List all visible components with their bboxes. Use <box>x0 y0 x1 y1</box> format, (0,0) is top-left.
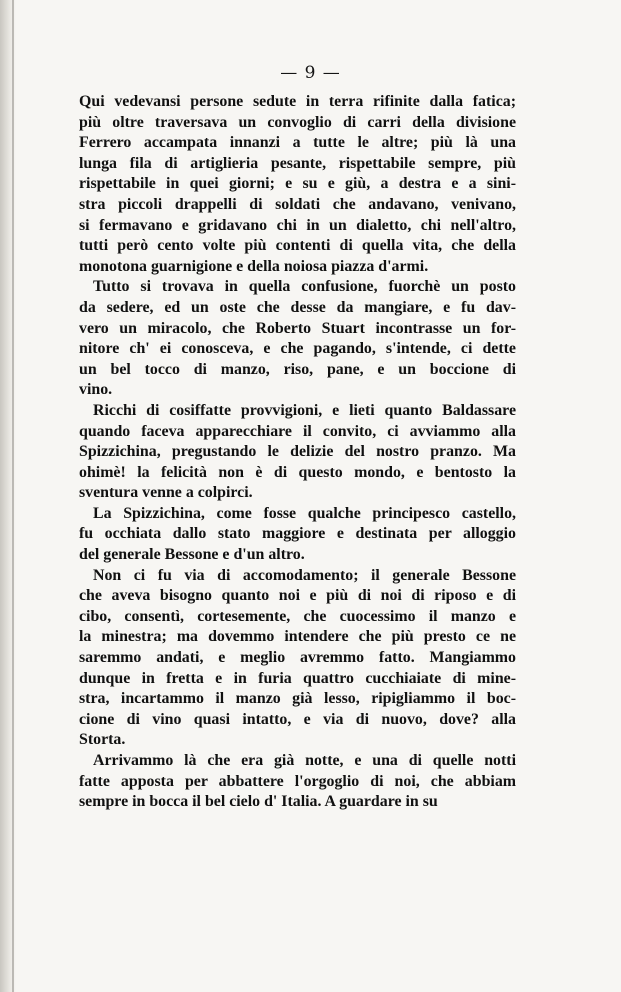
text-line: stra, incartammo il manzo già lesso, ripigliammo il boc- <box>79 690 516 708</box>
text-line: saremmo andati, e meglio avremmo fatto. Mangiammo <box>79 649 516 667</box>
text-line: dunque in fretta e in furia quattro cucchiaiate di mine- <box>79 669 516 687</box>
text-line: Non ci fu via di accomodamento; il generale Bessone <box>93 566 516 584</box>
text-line: La Spizzichina, come fosse qualche principesco castello, <box>93 504 516 522</box>
paragraph <box>79 401 516 504</box>
text-line: vero un miracolo, che Roberto Stuart incontrasse un for- <box>79 319 516 337</box>
text-line: Qui vedevansi persone sedute in terra rifinite dalla fatica; <box>79 93 516 110</box>
paragraph <box>79 277 516 401</box>
paragraph <box>79 504 516 566</box>
text-line: da sedere, ed un oste che desse da mangiare, e fu dav- <box>79 298 516 316</box>
page-binding-edge <box>12 0 14 992</box>
text-line: quando faceva apparecchiare il convito, ci avviammo alla <box>79 422 516 440</box>
text-line: Arrivammo là che era già notte, e una di quelle notti <box>93 752 516 769</box>
text-line: Spizzichina, pregustando le delizie del nostro pranzo. Ma <box>79 443 516 461</box>
text-line: la minestra; ma dovemmo intendere che più presto ce ne <box>79 628 516 646</box>
text-line: tutti però cento volte più contenti di quella vita, che della <box>79 237 516 255</box>
text-line: Ricchi di cosiffatte provvigioni, e lieti quanto Baldassare <box>93 401 516 419</box>
paragraph <box>79 566 516 751</box>
text-line: fatte apposta per abbattere l'orgoglio di noi, che abbiam <box>79 772 516 790</box>
text-line: cibo, consentì, cortesemente, che cuocessimo il manzo e <box>79 607 516 625</box>
text-line: che aveva bisogno quanto noi e più di noi di riposo e di <box>79 587 516 605</box>
text-line: Ferrero accampata innanzi a tutte le altre; più là una <box>79 134 516 152</box>
text-line: sempre in bocca il bel cielo d' Italia. A guardare in su <box>79 793 438 811</box>
text-line: rispettabile in quei giorni; e su e giù, a destra e a sini- <box>79 175 516 193</box>
text-line: monotona guarnigione e della noiosa piazza d'armi. <box>79 257 429 275</box>
text-line: ohimè! la felicità non è di questo mondo, e bentosto la <box>79 463 516 481</box>
page-number: — 9 — <box>280 63 341 83</box>
text-line: nitore ch' ei conosceva, e che pagando, s'intende, ci dette <box>79 340 516 358</box>
text-line: cione di vino quasi intatto, e via di nuovo, dove? alla <box>79 710 516 728</box>
text-line: del generale Bessone e d'un altro. <box>79 546 305 564</box>
text-line: vino. <box>79 381 113 399</box>
text-line: si fermavano e gridavano chi in un dialetto, chi nell'altro, <box>79 216 516 234</box>
paragraph <box>79 92 516 277</box>
paragraph <box>79 751 516 813</box>
text-line: più oltre traversava un convoglio di carri della divisione <box>79 113 516 131</box>
text-line: sventura venne a colpirci. <box>79 484 253 502</box>
text-line: Tutto si trovava in quella confusione, fuorchè un posto <box>93 278 516 296</box>
text-line: Storta. <box>79 731 126 749</box>
text-line: stra piccoli drappelli di soldati che andavano, venivano, <box>79 195 516 213</box>
body-text <box>79 92 516 813</box>
text-line: un bel tocco di manzo, riso, pane, e un boccione di <box>79 360 516 378</box>
text-line: fu occhiata dallo stato maggiore e destinata per alloggio <box>79 525 516 543</box>
text-line: lunga fila di artiglieria pesante, rispettabile sempre, più <box>79 154 516 172</box>
